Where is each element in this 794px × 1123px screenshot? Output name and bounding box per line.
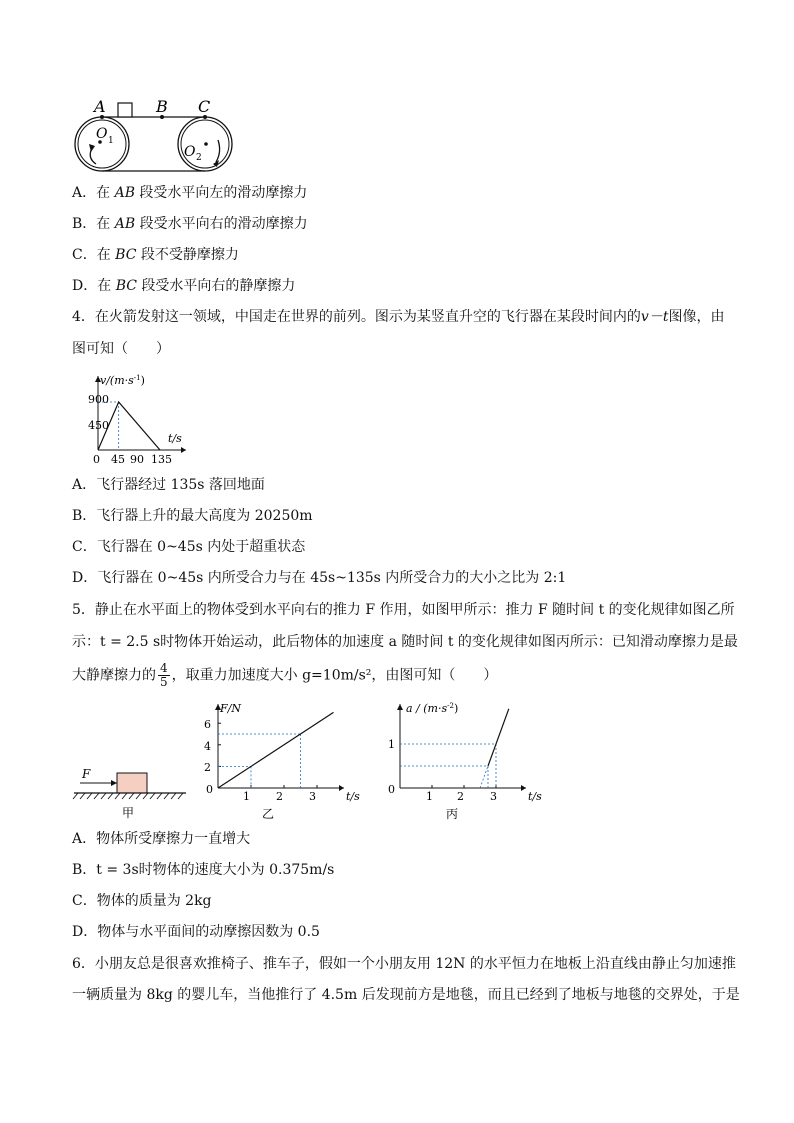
q5-stem-line2: 示：t = 2.5 s时物体开始运动，此后物体的加速度 a 随时间 t 的变化规律如图丙所示：已知滑动摩擦力是最	[72, 634, 738, 650]
q3-option-c[interactable]: C．在 BC 段不受静摩擦力	[72, 247, 239, 263]
fig-jia	[72, 760, 192, 820]
label-a: A	[94, 97, 106, 116]
fig-yi	[196, 700, 366, 822]
q5-option-c[interactable]: C．物体的质量为 2kg	[72, 893, 212, 909]
fraction-four-fifths: $\frac{4}{5}$	[160, 661, 168, 689]
q4-stem-line1: 4．在火箭发射这一领域，中国走在世界的前列。图示为某竖直升空的飞行器在某段时间内的v－t图像，由	[72, 309, 725, 325]
label-o2: O	[184, 144, 196, 160]
jia-force-label: F	[82, 767, 91, 781]
q4-option-b[interactable]: B．飞行器上升的最大高度为 20250m	[72, 508, 313, 524]
q3-option-d[interactable]: D．在 BC 段受水平向右的静摩擦力	[72, 278, 296, 294]
vt-xtick-135: 135	[151, 453, 172, 466]
yi-xlabel: t/s	[346, 790, 360, 803]
label-o1-sub: 1	[108, 136, 114, 146]
yi-ytick-6: 6	[204, 718, 211, 731]
q6-stem-line1: 6．小朋友总是很喜欢推椅子、推车子，假如一个小朋友用 12N 的水平恒力在地板上沿直线由静止匀加速推	[72, 956, 736, 972]
yi-x-arrow	[339, 785, 344, 791]
q3-option-a[interactable]: A．在 AB 段受水平向左的滑动摩擦力	[72, 185, 308, 201]
label-c: C	[198, 97, 211, 116]
belt-conveyor-figure	[70, 96, 240, 176]
jia-block	[117, 773, 147, 793]
q5-option-d[interactable]: D．物体与水平面间的动摩擦因数为 0.5	[72, 924, 320, 940]
bing-xtick-0: 0	[388, 783, 395, 796]
fig-bing	[384, 700, 544, 822]
label-o2-sub: 2	[196, 153, 202, 163]
vt-xtick-90: 90	[130, 453, 144, 466]
q6-stem-line2: 一辆质量为 8kg 的婴儿车，当他推行了 4.5m 后发现前方是地毯，而且已经到了地板与地毯的交界处，于是	[72, 987, 740, 1003]
q4-option-c[interactable]: C．飞行器在 0~45s 内处于超重状态	[72, 539, 306, 555]
hatch-stroke	[171, 793, 176, 799]
label-o1: O	[96, 126, 108, 142]
hatch-stroke	[136, 793, 141, 799]
bing-ylabel: $a / (m\cdot s^{-2})$	[406, 702, 459, 715]
hatch-stroke	[157, 793, 162, 799]
yi-ytick-2: 2	[204, 761, 211, 774]
bing-xlabel: t/s	[528, 790, 542, 803]
hatch-stroke	[87, 793, 92, 799]
vt-graph	[88, 368, 198, 468]
q4-option-a[interactable]: A．飞行器经过 135s 落回地面	[72, 477, 265, 493]
hatch-stroke	[178, 793, 183, 799]
q5-option-b[interactable]: B．t = 3s时物体的速度大小为 0.375m/s	[72, 862, 335, 878]
vt-ytick-900: 900	[88, 393, 109, 406]
yi-series-line	[218, 712, 334, 788]
yi-ylabel: F/N	[220, 702, 241, 715]
yi-xtick-1: 1	[243, 790, 250, 803]
q3-option-b[interactable]: B．在 AB 段受水平向右的滑动摩擦力	[72, 216, 308, 232]
q5-stem-line1: 5．静止在水平面上的物体受到水平向右的推力 F 作用，如图甲所示：推力 F 随时间 t 的变化规律如图乙所	[72, 602, 735, 618]
hatch-stroke	[143, 793, 148, 799]
rotation-arrow-right	[216, 140, 220, 162]
bing-xtick-2: 2	[457, 790, 464, 803]
q4-option-d[interactable]: D．飞行器在 0~45s 内所受合力与在 45s~135s 内所受合力的大小之比为 2:1	[72, 570, 567, 586]
yi-xtick-2: 2	[276, 790, 283, 803]
hatch-stroke	[150, 793, 155, 799]
bing-caption: 丙	[446, 807, 459, 821]
vt-xtick-45: 45	[111, 453, 125, 466]
yi-xtick-3: 3	[309, 790, 316, 803]
bing-ytick-1: 1	[388, 738, 395, 751]
bing-x-arrow	[521, 785, 526, 791]
q4-stem-line2: 图可知（ ）	[72, 341, 170, 357]
jia-caption: 甲	[122, 806, 135, 820]
hatch-stroke	[164, 793, 169, 799]
q5-option-a[interactable]: A．物体所受摩擦力一直增大	[72, 831, 251, 847]
hatch-stroke	[80, 793, 85, 799]
hatch-stroke	[94, 793, 99, 799]
bing-extension	[480, 766, 488, 788]
bing-series-line	[488, 709, 509, 766]
q5-stem-line3: 大静摩擦力的 $\frac{4}{5}$ ，取重力加速度大小 g=10m/s²，由图可知（ ）	[72, 661, 498, 689]
vt-xlabel: t/s	[168, 432, 182, 445]
hatch-stroke	[115, 793, 120, 799]
vt-ylabel: $v/(m\cdot s^{-1})$	[100, 374, 145, 387]
center-o2	[204, 142, 208, 146]
hatch-stroke	[101, 793, 106, 799]
hatch-stroke	[73, 793, 78, 799]
vt-x-arrow	[181, 447, 186, 453]
bing-y-arrow	[397, 704, 403, 710]
hatch-stroke	[129, 793, 134, 799]
hatch-stroke	[108, 793, 113, 799]
label-b: B	[156, 97, 168, 116]
yi-ytick-4: 4	[204, 740, 211, 753]
rotation-arrow-left-head	[89, 144, 95, 152]
yi-xtick-0: 0	[206, 783, 213, 796]
bing-xtick-1: 1	[426, 790, 433, 803]
hatch-stroke	[122, 793, 127, 799]
jia-force-arrowhead	[111, 780, 117, 786]
jia-ground-hatch	[73, 793, 183, 799]
bing-xtick-3: 3	[490, 790, 497, 803]
yi-caption: 乙	[262, 807, 275, 821]
block	[118, 103, 132, 117]
vt-xtick-0: 0	[93, 453, 100, 466]
vt-ytick-450: 450	[88, 419, 109, 432]
